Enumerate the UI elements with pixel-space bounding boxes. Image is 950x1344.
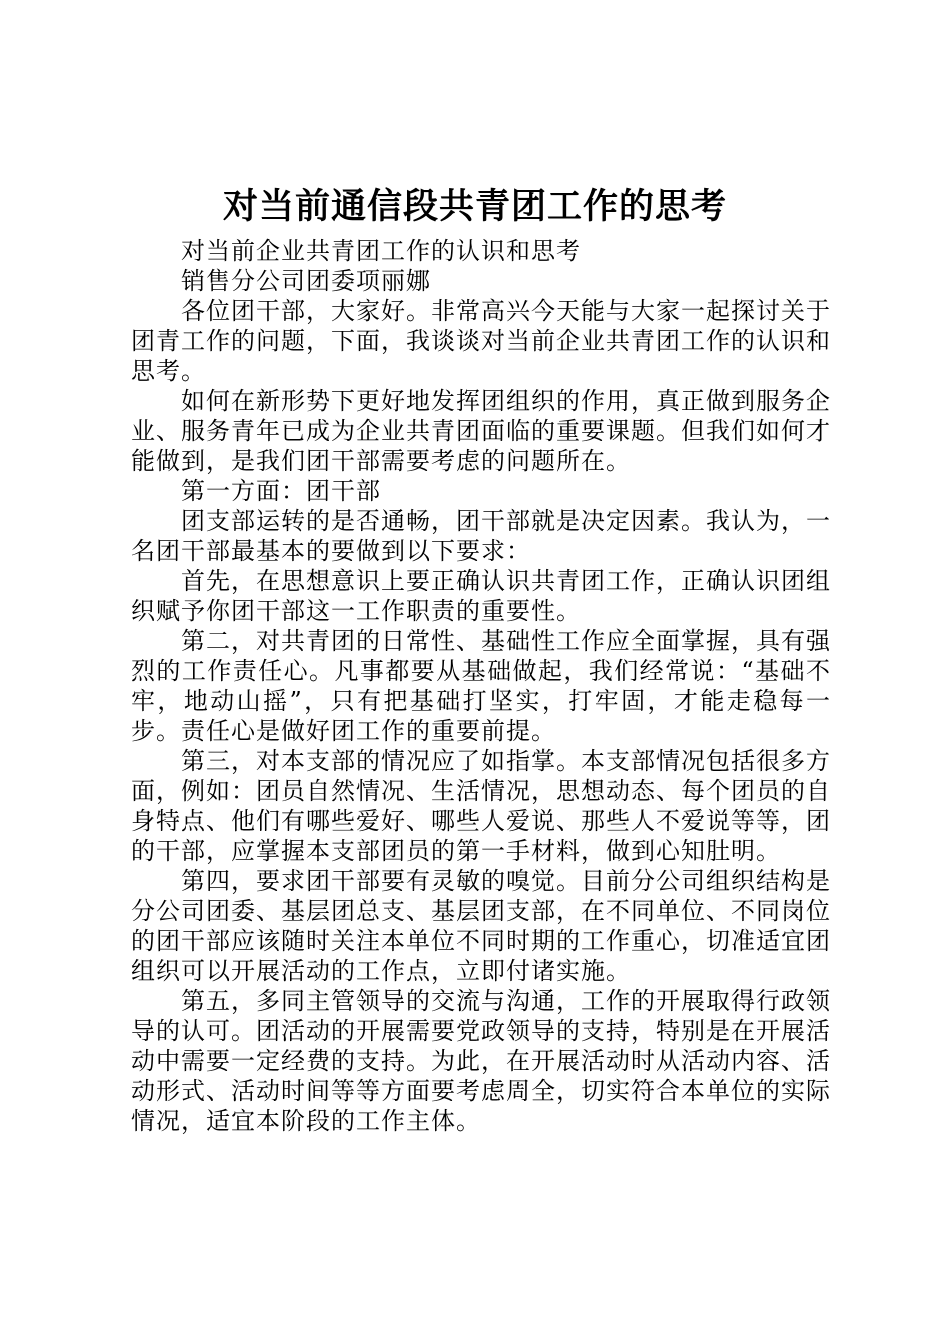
body-paragraph: 第三，对本支部的情况应了如指掌。本支部情况包括很多方面，例如：团员自然情况、生活情况，思想动态、每个团员的自身特点、他们有哪些爱好、哪些人爱说、那些人不爱说等等，团的干部，应掌握本支部团员的第一手材料，做到心知肚明。	[131, 747, 831, 865]
body-paragraph: 首先，在思想意识上要正确认识共青团工作，正确认识团组织赋予你团干部这一工作职责的重要性。	[131, 567, 831, 625]
author-line: 销售分公司团委项丽娜	[181, 267, 431, 295]
body-paragraph: 第五，多同主管领导的交流与沟通，工作的开展取得行政领导的认可。团活动的开展需要党政领导的支持，特别是在开展活动中需要一定经费的支持。为此，在开展活动时从活动内容、活动形式、活动时间等等方面要考虑周全，切实符合本单位的实际情况，适宜本阶段的工作主体。	[131, 987, 831, 1135]
body-paragraph: 各位团干部，大家好。非常高兴今天能与大家一起探讨关于团青工作的问题，下面，我谈谈对当前企业共青团工作的认识和思考。	[131, 297, 831, 385]
body-paragraph: 第二，对共青团的日常性、基础性工作应全面掌握，具有强烈的工作责任心。凡事都要从基础做起，我们经常说：“基础不牢，地动山摇”，只有把基础打坚实，打牢固，才能走稳每一步。责任心是做好团工作的重要前提。	[131, 627, 831, 745]
body-paragraph: 第四，要求团干部要有灵敏的嗅觉。目前分公司组织结构是分公司团委、基层团总支、基层团支部，在不同单位、不同岗位的团干部应该随时关注本单位不同时期的工作重心，切准适宜团组织可以开展活动的工作点，立即付诸实施。	[131, 867, 831, 985]
document-body	[131, 236, 831, 1136]
document-title: 对当前通信段共青团工作的思考	[222, 186, 727, 227]
body-paragraph: 如何在新形势下更好地发挥团组织的作用，真正做到服务企业、服务青年已成为企业共青团面临的重要课题。但我们如何才能做到，是我们团干部需要考虑的问题所在。	[131, 387, 831, 475]
section-heading: 第一方面：团干部	[181, 477, 381, 505]
body-paragraph: 团支部运转的是否通畅，团干部就是决定因素。我认为，一名团干部最基本的要做到以下要求：	[131, 507, 831, 565]
subtitle-paragraph: 对当前企业共青团工作的认识和思考	[181, 237, 581, 265]
